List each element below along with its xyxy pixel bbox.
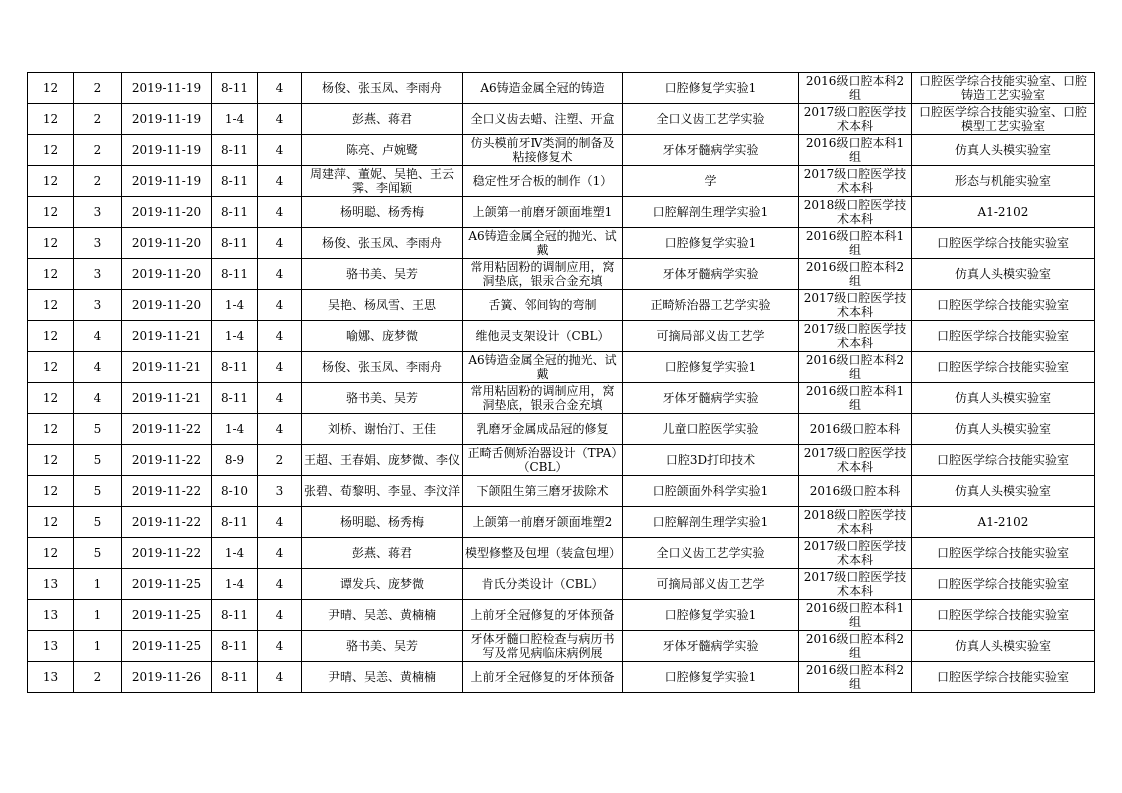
instructors-cell: 骆书美、吴芳 bbox=[302, 259, 463, 290]
periods-cell: 8-9 bbox=[212, 445, 258, 476]
week-cell: 12 bbox=[28, 445, 74, 476]
course-cell: 口腔修复学实验1 bbox=[623, 662, 799, 693]
periods-cell: 8-11 bbox=[212, 135, 258, 166]
class-group-cell: 2017级口腔医学技术本科 bbox=[799, 445, 912, 476]
experiment-cell: 舌簧、邻间钩的弯制 bbox=[463, 290, 623, 321]
experiment-cell: 全口义齿去蜡、注塑、开盒 bbox=[463, 104, 623, 135]
weekday-cell: 1 bbox=[74, 631, 122, 662]
hours-cell: 4 bbox=[258, 228, 302, 259]
table-row bbox=[28, 166, 1095, 197]
class-group-cell: 2018级口腔医学技术本科 bbox=[799, 197, 912, 228]
date-cell: 2019-11-19 bbox=[122, 135, 212, 166]
class-group-cell: 2016级口腔本科2组 bbox=[799, 352, 912, 383]
date-cell: 2019-11-22 bbox=[122, 538, 212, 569]
hours-cell: 3 bbox=[258, 476, 302, 507]
location-cell: A1-2102 bbox=[912, 197, 1095, 228]
course-cell: 口腔颌面外科学实验1 bbox=[623, 476, 799, 507]
week-cell: 12 bbox=[28, 476, 74, 507]
course-cell: 牙体牙髓病学实验 bbox=[623, 631, 799, 662]
instructors-cell: 杨俊、张玉凤、李雨舟 bbox=[302, 228, 463, 259]
class-group-cell: 2016级口腔本科1组 bbox=[799, 135, 912, 166]
experiment-cell: A6铸造金属全冠的铸造 bbox=[463, 73, 623, 104]
date-cell: 2019-11-19 bbox=[122, 104, 212, 135]
periods-cell: 8-11 bbox=[212, 352, 258, 383]
week-cell: 12 bbox=[28, 414, 74, 445]
course-cell: 全口义齿工艺学实验 bbox=[623, 104, 799, 135]
date-cell: 2019-11-21 bbox=[122, 383, 212, 414]
course-cell: 学 bbox=[623, 166, 799, 197]
table-row bbox=[28, 228, 1095, 259]
location-cell: 仿真人头模实验室 bbox=[912, 631, 1095, 662]
course-cell: 可摘局部义齿工艺学 bbox=[623, 321, 799, 352]
hours-cell: 4 bbox=[258, 538, 302, 569]
weekday-cell: 1 bbox=[74, 569, 122, 600]
date-cell: 2019-11-20 bbox=[122, 197, 212, 228]
date-cell: 2019-11-19 bbox=[122, 73, 212, 104]
week-cell: 12 bbox=[28, 352, 74, 383]
table-row bbox=[28, 352, 1095, 383]
periods-cell: 8-11 bbox=[212, 383, 258, 414]
week-cell: 12 bbox=[28, 538, 74, 569]
experiment-cell: 上颌第一前磨牙颌面堆塑1 bbox=[463, 197, 623, 228]
instructors-cell: 谭发兵、庞梦微 bbox=[302, 569, 463, 600]
date-cell: 2019-11-19 bbox=[122, 166, 212, 197]
experiment-cell: A6铸造金属全冠的抛光、试戴 bbox=[463, 228, 623, 259]
table-row bbox=[28, 600, 1095, 631]
location-cell: 口腔医学综合技能实验室 bbox=[912, 538, 1095, 569]
periods-cell: 8-11 bbox=[212, 73, 258, 104]
location-cell: 仿真人头模实验室 bbox=[912, 259, 1095, 290]
hours-cell: 4 bbox=[258, 352, 302, 383]
experiment-cell: 模型修整及包埋（装盒包埋） bbox=[463, 538, 623, 569]
week-cell: 12 bbox=[28, 166, 74, 197]
location-cell: 口腔医学综合技能实验室 bbox=[912, 445, 1095, 476]
location-cell: 口腔医学综合技能实验室 bbox=[912, 600, 1095, 631]
table-row bbox=[28, 73, 1095, 104]
hours-cell: 4 bbox=[258, 321, 302, 352]
periods-cell: 8-10 bbox=[212, 476, 258, 507]
week-cell: 12 bbox=[28, 197, 74, 228]
periods-cell: 8-11 bbox=[212, 228, 258, 259]
class-group-cell: 2017级口腔医学技术本科 bbox=[799, 104, 912, 135]
location-cell: 口腔医学综合技能实验室 bbox=[912, 290, 1095, 321]
week-cell: 12 bbox=[28, 507, 74, 538]
date-cell: 2019-11-20 bbox=[122, 228, 212, 259]
instructors-cell: 杨俊、张玉凤、李雨舟 bbox=[302, 352, 463, 383]
location-cell: 口腔医学综合技能实验室 bbox=[912, 569, 1095, 600]
hours-cell: 4 bbox=[258, 259, 302, 290]
class-group-cell: 2016级口腔本科 bbox=[799, 476, 912, 507]
periods-cell: 1-4 bbox=[212, 569, 258, 600]
course-cell: 牙体牙髓病学实验 bbox=[623, 135, 799, 166]
weekday-cell: 5 bbox=[74, 414, 122, 445]
periods-cell: 8-11 bbox=[212, 259, 258, 290]
class-group-cell: 2017级口腔医学技术本科 bbox=[799, 321, 912, 352]
instructors-cell: 刘桥、谢怡汀、王佳 bbox=[302, 414, 463, 445]
instructors-cell: 杨俊、张玉凤、李雨舟 bbox=[302, 73, 463, 104]
table-row bbox=[28, 135, 1095, 166]
class-group-cell: 2016级口腔本科 bbox=[799, 414, 912, 445]
date-cell: 2019-11-22 bbox=[122, 414, 212, 445]
periods-cell: 1-4 bbox=[212, 321, 258, 352]
periods-cell: 8-11 bbox=[212, 631, 258, 662]
course-cell: 口腔修复学实验1 bbox=[623, 228, 799, 259]
experiment-cell: 上前牙全冠修复的牙体预备 bbox=[463, 662, 623, 693]
location-cell: 口腔医学综合技能实验室 bbox=[912, 321, 1095, 352]
location-cell: 口腔医学综合技能实验室 bbox=[912, 662, 1095, 693]
hours-cell: 4 bbox=[258, 662, 302, 693]
experiment-cell: 稳定性牙合板的制作（1） bbox=[463, 166, 623, 197]
location-cell: 仿真人头模实验室 bbox=[912, 414, 1095, 445]
hours-cell: 4 bbox=[258, 507, 302, 538]
hours-cell: 2 bbox=[258, 445, 302, 476]
table-row bbox=[28, 507, 1095, 538]
periods-cell: 8-11 bbox=[212, 662, 258, 693]
course-cell: 可摘局部义齿工艺学 bbox=[623, 569, 799, 600]
location-cell: 仿真人头模实验室 bbox=[912, 383, 1095, 414]
table-row bbox=[28, 476, 1095, 507]
course-cell: 口腔修复学实验1 bbox=[623, 73, 799, 104]
class-group-cell: 2016级口腔本科1组 bbox=[799, 383, 912, 414]
table-row bbox=[28, 259, 1095, 290]
class-group-cell: 2016级口腔本科2组 bbox=[799, 73, 912, 104]
table-row bbox=[28, 383, 1095, 414]
date-cell: 2019-11-25 bbox=[122, 569, 212, 600]
weekday-cell: 2 bbox=[74, 104, 122, 135]
week-cell: 12 bbox=[28, 259, 74, 290]
course-cell: 口腔解剖生理学实验1 bbox=[623, 507, 799, 538]
class-group-cell: 2017级口腔医学技术本科 bbox=[799, 569, 912, 600]
weekday-cell: 4 bbox=[74, 321, 122, 352]
instructors-cell: 骆书美、吴芳 bbox=[302, 383, 463, 414]
location-cell: 仿真人头模实验室 bbox=[912, 135, 1095, 166]
table-row bbox=[28, 445, 1095, 476]
class-group-cell: 2017级口腔医学技术本科 bbox=[799, 166, 912, 197]
weekday-cell: 2 bbox=[74, 73, 122, 104]
class-group-cell: 2016级口腔本科2组 bbox=[799, 259, 912, 290]
location-cell: 形态与机能实验室 bbox=[912, 166, 1095, 197]
experiment-cell: 维他灵支架设计（CBL） bbox=[463, 321, 623, 352]
weekday-cell: 3 bbox=[74, 259, 122, 290]
table-row bbox=[28, 414, 1095, 445]
schedule-table bbox=[27, 72, 1095, 693]
location-cell: 口腔医学综合技能实验室 bbox=[912, 352, 1095, 383]
date-cell: 2019-11-22 bbox=[122, 476, 212, 507]
hours-cell: 4 bbox=[258, 414, 302, 445]
course-cell: 口腔修复学实验1 bbox=[623, 600, 799, 631]
week-cell: 12 bbox=[28, 104, 74, 135]
weekday-cell: 3 bbox=[74, 228, 122, 259]
hours-cell: 4 bbox=[258, 600, 302, 631]
table-row bbox=[28, 662, 1095, 693]
week-cell: 13 bbox=[28, 631, 74, 662]
week-cell: 12 bbox=[28, 321, 74, 352]
weekday-cell: 4 bbox=[74, 383, 122, 414]
hours-cell: 4 bbox=[258, 166, 302, 197]
experiment-cell: 乳磨牙金属成品冠的修复 bbox=[463, 414, 623, 445]
class-group-cell: 2017级口腔医学技术本科 bbox=[799, 290, 912, 321]
instructors-cell: 杨明聪、杨秀梅 bbox=[302, 507, 463, 538]
table-row bbox=[28, 104, 1095, 135]
periods-cell: 1-4 bbox=[212, 414, 258, 445]
instructors-cell: 喻娜、庞梦微 bbox=[302, 321, 463, 352]
experiment-cell: 正畸舌侧矫治器设计（TPA）（CBL） bbox=[463, 445, 623, 476]
periods-cell: 1-4 bbox=[212, 538, 258, 569]
experiment-cell: 下颌阻生第三磨牙拔除术 bbox=[463, 476, 623, 507]
periods-cell: 8-11 bbox=[212, 507, 258, 538]
hours-cell: 4 bbox=[258, 135, 302, 166]
week-cell: 12 bbox=[28, 135, 74, 166]
location-cell: 口腔医学综合技能实验室 bbox=[912, 228, 1095, 259]
date-cell: 2019-11-21 bbox=[122, 321, 212, 352]
week-cell: 12 bbox=[28, 73, 74, 104]
date-cell: 2019-11-20 bbox=[122, 259, 212, 290]
course-cell: 正畸矫治器工艺学实验 bbox=[623, 290, 799, 321]
weekday-cell: 5 bbox=[74, 538, 122, 569]
table-row bbox=[28, 569, 1095, 600]
instructors-cell: 陈亮、卢婉鹭 bbox=[302, 135, 463, 166]
experiment-cell: 上颌第一前磨牙颌面堆塑2 bbox=[463, 507, 623, 538]
week-cell: 12 bbox=[28, 383, 74, 414]
experiment-cell: A6铸造金属全冠的抛光、试戴 bbox=[463, 352, 623, 383]
course-cell: 口腔解剖生理学实验1 bbox=[623, 197, 799, 228]
table-row bbox=[28, 321, 1095, 352]
date-cell: 2019-11-21 bbox=[122, 352, 212, 383]
date-cell: 2019-11-26 bbox=[122, 662, 212, 693]
weekday-cell: 3 bbox=[74, 290, 122, 321]
experiment-cell: 常用粘固粉的调制应用，窝洞垫底，银汞合金充填 bbox=[463, 383, 623, 414]
weekday-cell: 5 bbox=[74, 445, 122, 476]
instructors-cell: 王超、王春娟、庞梦微、李仪 bbox=[302, 445, 463, 476]
instructors-cell: 吴艳、杨凤雪、王思 bbox=[302, 290, 463, 321]
course-cell: 口腔3D打印技术 bbox=[623, 445, 799, 476]
table-row bbox=[28, 538, 1095, 569]
experiment-cell: 仿头模前牙Ⅳ类洞的制备及粘接修复术 bbox=[463, 135, 623, 166]
class-group-cell: 2018级口腔医学技术本科 bbox=[799, 507, 912, 538]
table-row bbox=[28, 290, 1095, 321]
weekday-cell: 2 bbox=[74, 166, 122, 197]
experiment-cell: 常用粘固粉的调制应用，窝洞垫底，银汞合金充填 bbox=[463, 259, 623, 290]
location-cell: 口腔医学综合技能实验室、口腔铸造工艺实验室 bbox=[912, 73, 1095, 104]
week-cell: 12 bbox=[28, 228, 74, 259]
class-group-cell: 2016级口腔本科2组 bbox=[799, 631, 912, 662]
location-cell: 口腔医学综合技能实验室、口腔模型工艺实验室 bbox=[912, 104, 1095, 135]
weekday-cell: 4 bbox=[74, 352, 122, 383]
hours-cell: 4 bbox=[258, 104, 302, 135]
instructors-cell: 杨明聪、杨秀梅 bbox=[302, 197, 463, 228]
week-cell: 12 bbox=[28, 290, 74, 321]
date-cell: 2019-11-20 bbox=[122, 290, 212, 321]
course-cell: 牙体牙髓病学实验 bbox=[623, 383, 799, 414]
class-group-cell: 2017级口腔医学技术本科 bbox=[799, 538, 912, 569]
class-group-cell: 2016级口腔本科1组 bbox=[799, 600, 912, 631]
hours-cell: 4 bbox=[258, 73, 302, 104]
weekday-cell: 2 bbox=[74, 662, 122, 693]
hours-cell: 4 bbox=[258, 197, 302, 228]
table-row bbox=[28, 631, 1095, 662]
course-cell: 牙体牙髓病学实验 bbox=[623, 259, 799, 290]
course-cell: 儿童口腔医学实验 bbox=[623, 414, 799, 445]
experiment-cell: 肯氏分类设计（CBL） bbox=[463, 569, 623, 600]
location-cell: 仿真人头模实验室 bbox=[912, 476, 1095, 507]
location-cell: A1-2102 bbox=[912, 507, 1095, 538]
course-cell: 口腔修复学实验1 bbox=[623, 352, 799, 383]
schedule-rows bbox=[28, 73, 1095, 693]
instructors-cell: 尹晴、吴恙、黄楠楠 bbox=[302, 600, 463, 631]
date-cell: 2019-11-22 bbox=[122, 507, 212, 538]
week-cell: 13 bbox=[28, 600, 74, 631]
hours-cell: 4 bbox=[258, 631, 302, 662]
weekday-cell: 2 bbox=[74, 135, 122, 166]
instructors-cell: 尹晴、吴恙、黄楠楠 bbox=[302, 662, 463, 693]
date-cell: 2019-11-25 bbox=[122, 631, 212, 662]
table-row bbox=[28, 197, 1095, 228]
weekday-cell: 5 bbox=[74, 507, 122, 538]
hours-cell: 4 bbox=[258, 569, 302, 600]
periods-cell: 8-11 bbox=[212, 197, 258, 228]
weekday-cell: 1 bbox=[74, 600, 122, 631]
periods-cell: 1-4 bbox=[212, 290, 258, 321]
weekday-cell: 3 bbox=[74, 197, 122, 228]
periods-cell: 8-11 bbox=[212, 600, 258, 631]
week-cell: 13 bbox=[28, 569, 74, 600]
instructors-cell: 骆书美、吴芳 bbox=[302, 631, 463, 662]
hours-cell: 4 bbox=[258, 290, 302, 321]
periods-cell: 1-4 bbox=[212, 104, 258, 135]
hours-cell: 4 bbox=[258, 383, 302, 414]
week-cell: 13 bbox=[28, 662, 74, 693]
course-cell: 全口义齿工艺学实验 bbox=[623, 538, 799, 569]
date-cell: 2019-11-22 bbox=[122, 445, 212, 476]
periods-cell: 8-11 bbox=[212, 166, 258, 197]
instructors-cell: 周建萍、董妮、吴艳、王云霁、李闻颖 bbox=[302, 166, 463, 197]
instructors-cell: 彭燕、蒋君 bbox=[302, 538, 463, 569]
date-cell: 2019-11-25 bbox=[122, 600, 212, 631]
instructors-cell: 彭燕、蒋君 bbox=[302, 104, 463, 135]
experiment-cell: 上前牙全冠修复的牙体预备 bbox=[463, 600, 623, 631]
weekday-cell: 5 bbox=[74, 476, 122, 507]
experiment-cell: 牙体牙髓口腔检查与病历书写及常见病临床病例展 bbox=[463, 631, 623, 662]
instructors-cell: 张碧、荀黎明、李显、李汶洋 bbox=[302, 476, 463, 507]
class-group-cell: 2016级口腔本科1组 bbox=[799, 228, 912, 259]
class-group-cell: 2016级口腔本科2组 bbox=[799, 662, 912, 693]
